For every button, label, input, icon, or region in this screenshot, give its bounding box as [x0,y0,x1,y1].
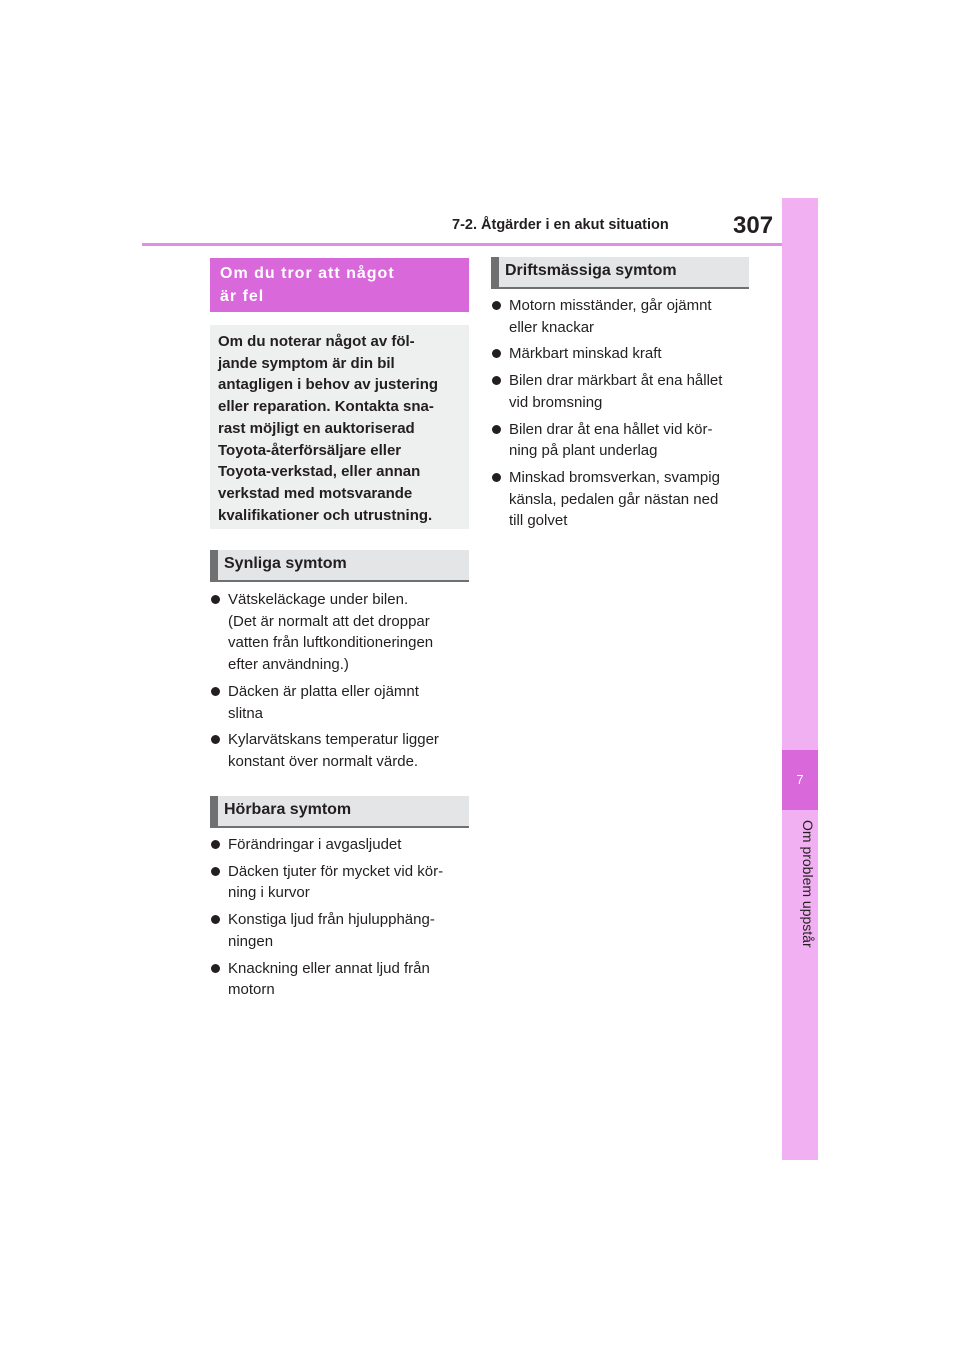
list-item [491,467,753,532]
chapter-side-tab [782,198,818,1160]
bullet-icon [211,867,220,876]
bullet-icon [211,964,220,973]
list-item-text: Minskad bromsverkan, svampig känsla, pedalen går nästan ned till golvet [509,468,720,530]
intro-box [210,325,469,529]
chapter-number-tab: 7 [782,750,818,810]
list-item [210,909,472,952]
section-title: 7-2. Åtgärder i en akut situation [452,217,669,233]
list-item [491,419,753,462]
audible-symptoms-list [210,834,472,1006]
bullet-icon [492,425,501,434]
operational-symptoms-heading: Driftsmässiga symtom [491,257,749,289]
list-item-text: Förändringar i avgasljudet [228,836,402,853]
list-item [491,370,753,413]
list-item-text: Kylarvätskans temperatur ligger konstant över normalt värde. [228,731,439,770]
header-divider [142,243,782,246]
list-item-text: Knackning eller annat ljud från motorn [228,959,430,999]
list-item [210,729,472,772]
chapter-title-vertical: Om problem uppstår [800,820,816,948]
intro-text: Om du noterar något av föl- jande symptom är din bil antagligen i behov av justering eller reparation. Kontakta sna- rast möjligt en auktoriserad Toyota-återförsäljare eller Toyota-verkstad, eller annan verkstad med motsvarande kvalifikationer och utrustning. [218,333,439,524]
bullet-icon [492,349,501,358]
audible-symptoms-heading: Hörbara symtom [210,796,469,828]
list-item [491,295,753,338]
bullet-icon [211,915,220,924]
list-item-text: Däcken är platta eller ojämnt slitna [228,682,419,722]
list-item [210,958,472,1001]
bullet-icon [492,301,501,310]
bullet-icon [211,687,220,696]
list-item-text: Motorn misständer, går ojämnt eller knackar [509,297,712,336]
list-item-text: Vätskeläckage under bilen. (Det är normalt att det droppar vatten från luftkonditioneringen efter användning.) [228,591,434,674]
list-item [491,343,753,365]
list-item [210,861,472,904]
list-item-text: Konstiga ljud från hjulupphäng- ningen [228,911,435,950]
list-item-text: Bilen drar märkbart åt ena hållet vid bromsning [509,372,723,411]
visible-symptoms-heading: Synliga symtom [210,550,469,582]
bullet-icon [211,735,220,744]
bullet-icon [492,376,501,385]
list-item-text: Bilen drar åt ena hållet vid kör- ning på plant underlag [509,420,713,460]
list-item [210,834,472,856]
main-heading-text: Om du tror att något är fel [220,265,395,305]
list-item-text: Däcken tjuter för mycket vid kör- ning i kurvor [228,862,444,902]
list-item-text: Märkbart minskad kraft [509,345,662,363]
bullet-icon [211,595,220,604]
visible-symptoms-list [210,589,472,778]
list-item [210,589,472,676]
main-heading [210,258,469,312]
list-item [210,681,472,724]
operational-symptoms-list [491,295,753,537]
bullet-icon [492,473,501,482]
bullet-icon [211,840,220,849]
page-number: 307 [733,212,774,239]
